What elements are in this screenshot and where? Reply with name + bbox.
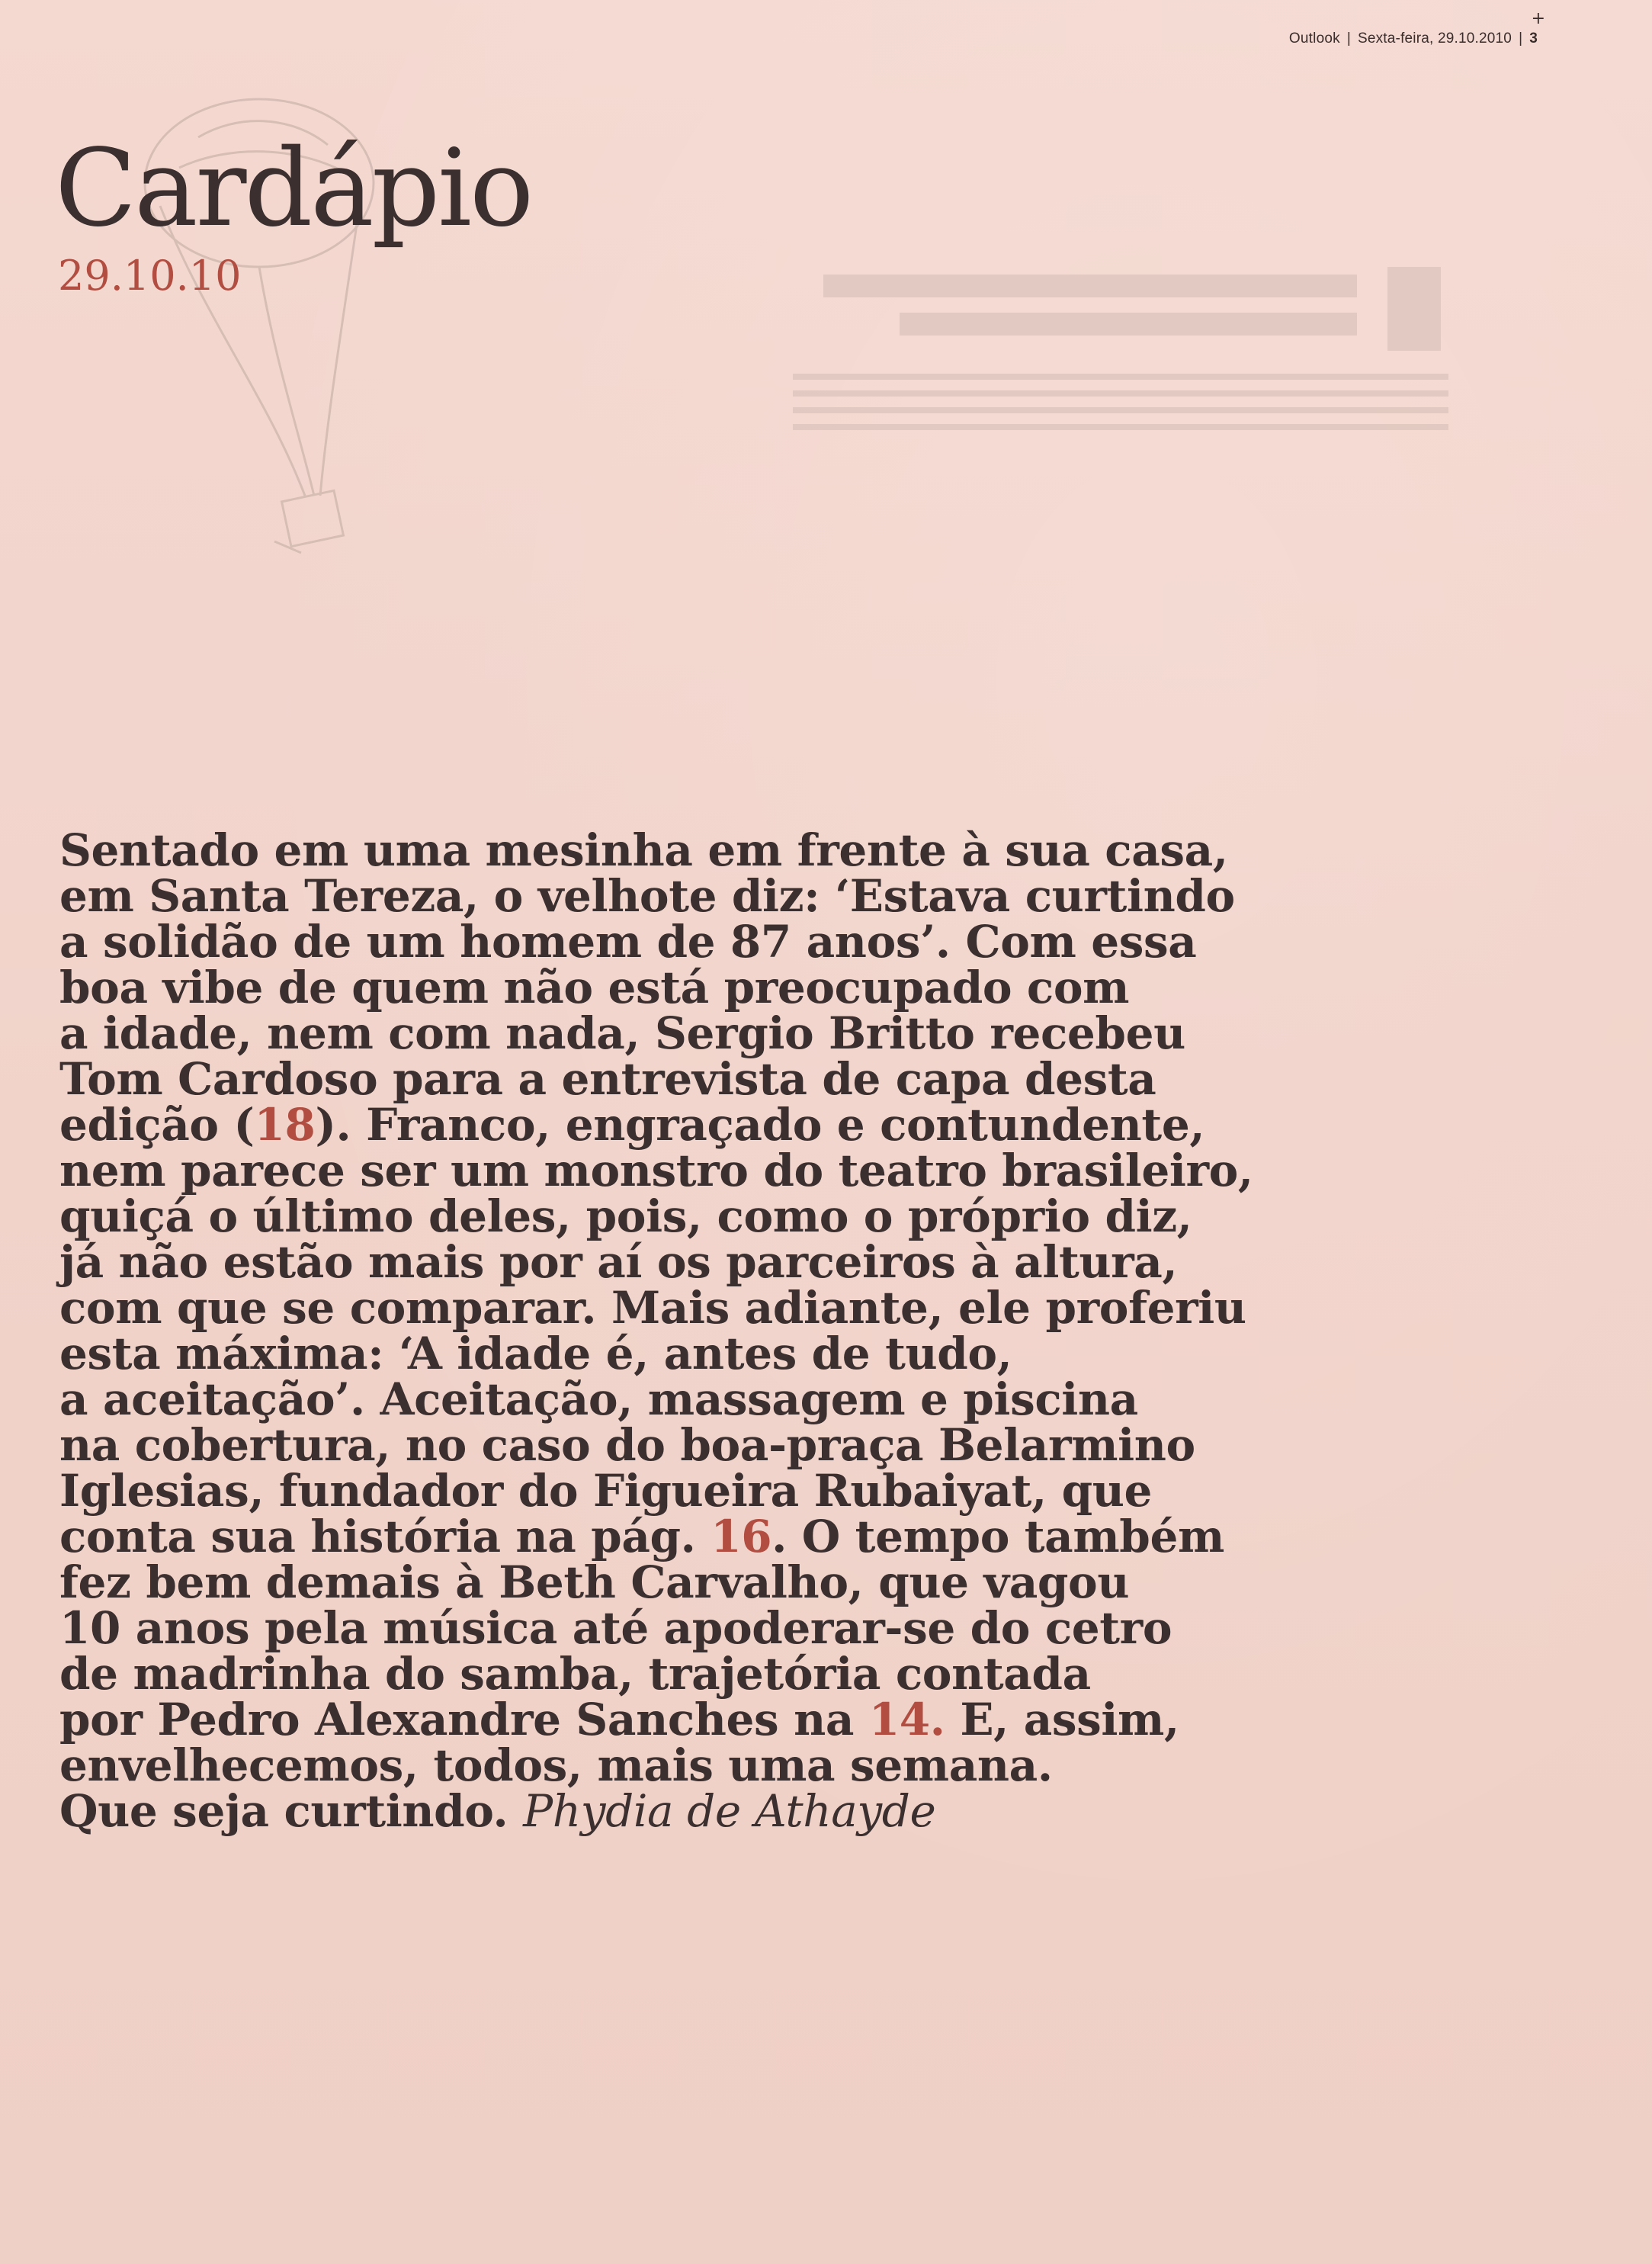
body-text-fragment: envelhecemos, todos, mais uma semana. (59, 1739, 1053, 1791)
body-text-fragment: boa vibe de quem não está preocupado com (59, 962, 1130, 1013)
show-through-texture (793, 259, 1448, 442)
body-text-fragment: de madrinha do samba, trajetória contada (59, 1648, 1091, 1700)
page-reference: 18 (254, 1099, 316, 1151)
body-line (59, 1602, 1584, 1654)
body-line (59, 1556, 1584, 1608)
author-byline: Phydia de Athayde (523, 1785, 936, 1837)
publication-date: Sexta-feira, 29.10.2010 (1357, 31, 1512, 47)
meta-separator: | (1346, 31, 1351, 47)
body-text-fragment: a aceitação’. Aceitação, massagem e piscina (59, 1373, 1138, 1425)
body-line (59, 1373, 1584, 1425)
body-text-fragment: 10 anos pela música até apoderar-se do cetro (59, 1602, 1172, 1654)
meta-separator: | (1519, 31, 1523, 47)
body-text-fragment: quiçá o último deles, pois, como o próprio diz, (59, 1190, 1192, 1242)
body-line (59, 1419, 1584, 1471)
page-header-meta (1289, 31, 1538, 47)
body-text-fragment: Sentado em uma mesinha em frente à sua casa, (59, 824, 1228, 876)
body-text-fragment: a solidão de um homem de 87 anos’. Com essa (59, 916, 1197, 968)
body-text-fragment: já não estão mais por aí os parceiros à altura, (59, 1236, 1178, 1288)
body-line (59, 1465, 1584, 1517)
body-text-fragment: na cobertura, no caso do boa-praça Belarmino (59, 1419, 1195, 1471)
body-text-fragment: por Pedro Alexandre Sanches na (59, 1694, 869, 1745)
body-line (59, 1328, 1584, 1379)
page-reference: 16 (711, 1511, 772, 1562)
body-line (59, 1236, 1584, 1288)
body-text-fragment: com que se comparar. Mais adiante, ele proferiu (59, 1282, 1246, 1334)
body-text-fragment: Iglesias, fundador do Figueira Rubaiyat, que (59, 1465, 1152, 1517)
body-text-fragment: ). Franco, engraçado e contundente, (315, 1099, 1205, 1151)
body-line (59, 870, 1584, 922)
body-text-fragment: Tom Cardoso para a entrevista de capa desta (59, 1053, 1156, 1105)
body-text-fragment: a idade, nem com nada, Sergio Britto recebeu (59, 1007, 1185, 1059)
body-text-fragment: em Santa Tereza, o velhote diz: ‘Estava curtindo (59, 870, 1235, 922)
page-corner-marker: + (1531, 9, 1545, 28)
body-line (59, 962, 1584, 1013)
body-text-fragment: E, assim, (945, 1694, 1179, 1745)
body-line (59, 1511, 1584, 1562)
body-line (59, 1053, 1584, 1105)
body-line (59, 1145, 1584, 1196)
body-line (59, 1694, 1584, 1745)
body-text-fragment: conta sua história na pág. (59, 1511, 711, 1562)
body-text-fragment: edição ( (59, 1099, 255, 1151)
body-line (59, 1648, 1584, 1700)
body-text-fragment: nem parece ser um monstro do teatro brasileiro, (59, 1145, 1253, 1196)
body-line (59, 1282, 1584, 1334)
body-text-fragment: esta máxima: ‘A idade é, antes de tudo, (59, 1328, 1012, 1379)
page-reference: 14. (868, 1694, 945, 1745)
body-line (59, 824, 1584, 876)
body-line (59, 1739, 1584, 1791)
section-name: Outlook (1288, 31, 1340, 47)
page-number: 3 (1529, 31, 1538, 47)
editorial-body (59, 824, 1584, 1837)
page-title: Cardápio (55, 127, 532, 251)
body-line (59, 1007, 1584, 1059)
body-text-fragment: . O tempo também (771, 1511, 1224, 1562)
body-text-fragment: fez bem demais à Beth Carvalho, que vagou (59, 1556, 1130, 1608)
body-line (59, 1099, 1584, 1151)
body-line (59, 1785, 1584, 1837)
body-line (59, 916, 1584, 968)
body-text-fragment: Que seja curtindo. (59, 1785, 524, 1837)
body-line (59, 1190, 1584, 1242)
issue-date: 29.10.10 (58, 252, 242, 300)
